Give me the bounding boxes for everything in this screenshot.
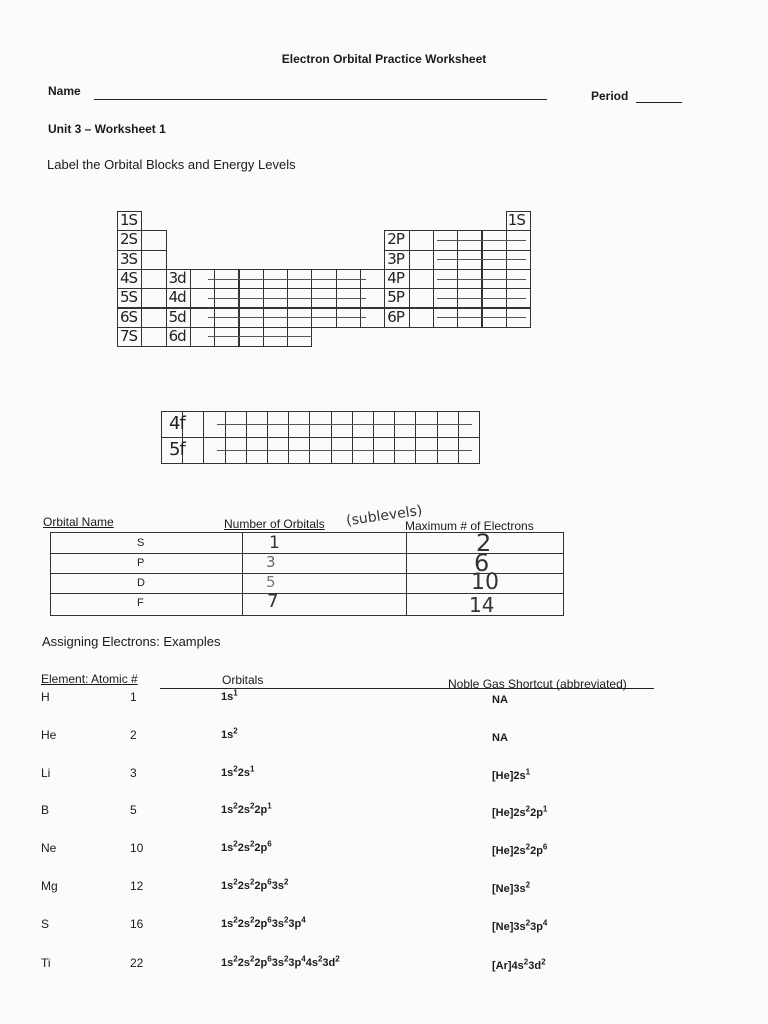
handwritten-stroke bbox=[208, 317, 365, 318]
example-noble-gas-shortcut: $[Ne]3s^23p^4$ bbox=[492, 918, 548, 933]
p-block-label: 4P bbox=[387, 268, 404, 287]
d-block-label: 6d bbox=[168, 326, 186, 345]
unit-label: Unit 3 – Worksheet 1 bbox=[48, 122, 166, 136]
grid-cell bbox=[141, 269, 166, 289]
example-atomic-number: 2 bbox=[130, 728, 137, 742]
table-row-max: 2 bbox=[476, 529, 492, 557]
example-noble-gas-shortcut: NA bbox=[492, 694, 508, 706]
example-element: H bbox=[41, 690, 50, 704]
examples-heading: Assigning Electrons: Examples bbox=[42, 634, 221, 649]
handwritten-stroke bbox=[437, 317, 526, 318]
example-orbitals: $1s^22s^22p^63s^23p^4$ bbox=[221, 915, 306, 930]
maximum-electrons-header: Maximum # of Electrons bbox=[405, 519, 534, 533]
table-row-max: 6 bbox=[474, 549, 490, 577]
p-block-label: 3P bbox=[387, 249, 404, 268]
grid-cell bbox=[141, 288, 166, 308]
f-block-cell bbox=[182, 437, 204, 464]
f-block-label: 5f bbox=[169, 439, 185, 460]
table-row-name: F bbox=[137, 597, 144, 609]
example-element: Ti bbox=[41, 956, 51, 970]
period-field[interactable] bbox=[636, 102, 682, 103]
example-noble-gas-shortcut: $[Ne]3s^2$ bbox=[492, 880, 531, 895]
grid-cell bbox=[409, 230, 434, 250]
orbitals-header: Orbitals bbox=[222, 673, 264, 687]
s-block-label: 7S bbox=[120, 326, 138, 345]
example-orbitals: $1s^22s^22p^6$ bbox=[221, 839, 272, 854]
grid-cell bbox=[409, 288, 434, 308]
d-block-label: 4d bbox=[168, 288, 186, 307]
table-row-orbitals: 7 bbox=[267, 591, 279, 612]
example-orbitals: $1s^1$ bbox=[221, 688, 238, 703]
example-atomic-number: 16 bbox=[130, 917, 144, 931]
table-row-max: 14 bbox=[469, 593, 495, 617]
name-label: Name bbox=[48, 84, 81, 98]
example-noble-gas-shortcut: $[Ar]4s^23d^2$ bbox=[492, 957, 546, 972]
instruction-text: Label the Orbital Blocks and Energy Levels bbox=[47, 157, 296, 172]
example-element: S bbox=[41, 917, 50, 931]
example-element: He bbox=[41, 728, 57, 742]
example-atomic-number: 22 bbox=[130, 956, 144, 970]
table-row-name: S bbox=[137, 537, 145, 549]
example-element: Li bbox=[41, 766, 51, 780]
table-row-orbitals: 1 bbox=[269, 533, 280, 553]
grid-cell bbox=[409, 269, 434, 289]
element-header: Element: Atomic # bbox=[41, 672, 138, 686]
s-block-label: 1S bbox=[120, 211, 138, 229]
example-atomic-number: 12 bbox=[130, 879, 144, 893]
example-noble-gas-shortcut: $[He]2s^1$ bbox=[492, 767, 531, 782]
name-field[interactable] bbox=[94, 99, 547, 100]
example-noble-gas-shortcut: $[He]2s^22p^6$ bbox=[492, 842, 548, 857]
f-block-cell bbox=[182, 411, 204, 438]
orbital-name-header: Orbital Name bbox=[43, 515, 114, 529]
example-orbitals: $1s^2$ bbox=[221, 726, 238, 741]
handwritten-stroke bbox=[217, 450, 472, 451]
p-block-label: 2P bbox=[387, 230, 404, 249]
table-row-name: P bbox=[137, 557, 145, 569]
worksheet-title: Electron Orbital Practice Worksheet bbox=[281, 52, 487, 66]
handwritten-stroke bbox=[437, 298, 526, 299]
example-orbitals: $1s^22s^22p^1$ bbox=[221, 801, 272, 816]
grid-cell bbox=[141, 250, 166, 270]
grid-cell bbox=[141, 230, 166, 250]
helium-label: 1S bbox=[507, 211, 525, 229]
example-element: Mg bbox=[41, 879, 58, 893]
s-block-label: 4S bbox=[120, 268, 138, 287]
noble-gas-header: Noble Gas Shortcut (abbreviated) bbox=[448, 677, 627, 691]
example-atomic-number: 1 bbox=[130, 690, 137, 704]
grid-cell bbox=[409, 250, 434, 270]
table-row-orbitals: 3 bbox=[266, 553, 276, 571]
sublevels-annotation: (sublevels) bbox=[345, 502, 424, 530]
s-block-label: 5S bbox=[120, 288, 138, 307]
p-block-label: 6P bbox=[387, 307, 404, 326]
handwritten-stroke bbox=[208, 298, 365, 299]
example-noble-gas-shortcut: $[He]2s^22p^1$ bbox=[492, 804, 548, 819]
grid-cell bbox=[141, 308, 166, 328]
example-noble-gas-shortcut: NA bbox=[492, 732, 508, 744]
d-block-label: 3d bbox=[168, 268, 186, 287]
handwritten-stroke bbox=[437, 240, 526, 241]
example-orbitals: $1s^22s^1$ bbox=[221, 764, 255, 779]
handwritten-stroke bbox=[437, 279, 526, 280]
handwritten-stroke bbox=[208, 279, 365, 280]
example-element: Ne bbox=[41, 841, 57, 855]
number-of-orbitals-header: Number of Orbitals bbox=[224, 517, 325, 531]
handwritten-stroke bbox=[437, 259, 526, 260]
handwritten-stroke bbox=[208, 336, 312, 337]
example-atomic-number: 10 bbox=[130, 841, 144, 855]
table-row-orbitals: 5 bbox=[266, 573, 276, 591]
grid-cell bbox=[141, 327, 166, 347]
f-block-label: 4f bbox=[169, 413, 185, 434]
d-block-label: 5d bbox=[168, 307, 186, 326]
handwritten-stroke bbox=[217, 424, 472, 425]
example-atomic-number: 3 bbox=[130, 766, 137, 780]
example-atomic-number: 5 bbox=[130, 803, 137, 817]
s-block-label: 2S bbox=[120, 230, 138, 249]
table-row-name: D bbox=[137, 577, 145, 589]
example-element: B bbox=[41, 803, 50, 817]
period-label: Period bbox=[591, 89, 629, 103]
s-block-label: 6S bbox=[120, 307, 138, 326]
table-row-max: 10 bbox=[471, 570, 499, 595]
example-orbitals: $1s^22s^22p^63s^23p^44s^23d^2$ bbox=[221, 954, 340, 969]
s-block-label: 3S bbox=[120, 249, 138, 268]
grid-cell bbox=[409, 308, 434, 328]
p-block-label: 5P bbox=[387, 288, 404, 307]
orbital-table bbox=[50, 529, 564, 617]
example-orbitals: $1s^22s^22p^63s^2$ bbox=[221, 877, 289, 892]
